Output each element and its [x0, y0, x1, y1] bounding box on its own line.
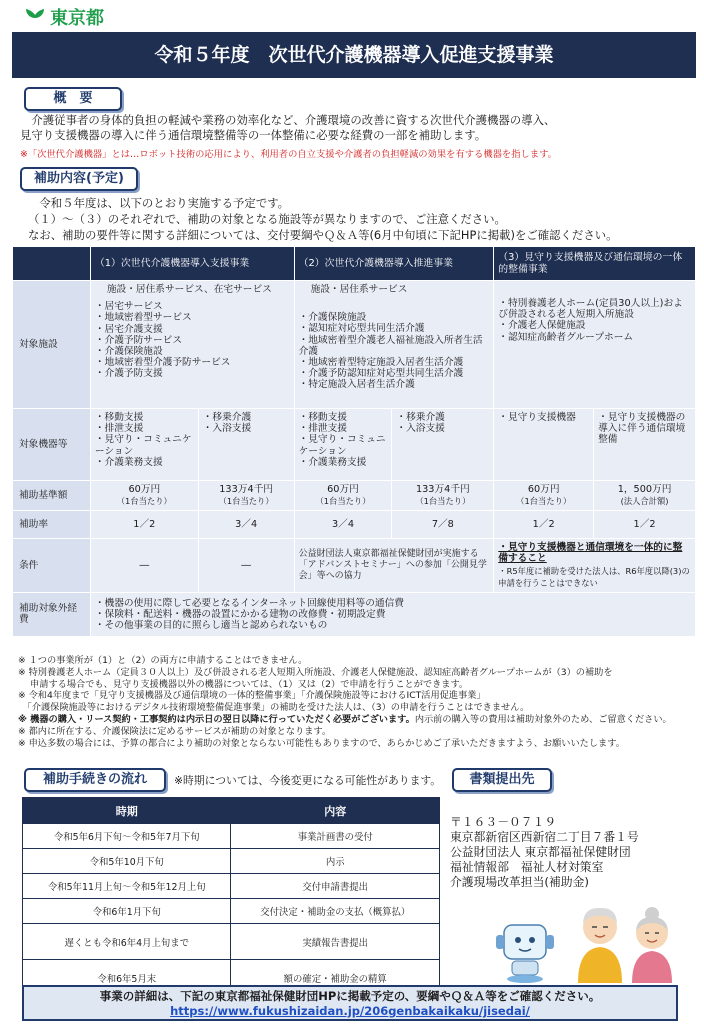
equip-1a: [90, 409, 198, 481]
address-line: 東京都新宿区西新宿二丁目７番１号: [450, 830, 639, 844]
base-unit: （1台当たり）: [218, 495, 274, 506]
flow-time: 遅くとも令和6年4月上旬まで: [23, 924, 231, 960]
equip-item: ・移乗介護: [202, 412, 252, 423]
flow-content: 交付申請書提出: [231, 874, 440, 899]
flow-label: 補助手続きの流れ: [24, 768, 166, 792]
flow-col-content: 内容: [231, 798, 440, 824]
flow-time: 令和5年6月下旬～令和5年7月下旬: [23, 824, 231, 849]
note-line: 申請する場合でも、見守り支援機器以外の機器については、（1）又は（2）で申請を行うことができます。: [18, 678, 469, 690]
table-row: [23, 924, 440, 960]
table-row: [23, 874, 440, 899]
rate-2a: 3／4: [294, 511, 392, 539]
address-line: 〒１６３－０７１９: [450, 815, 557, 829]
facility-2-item: ・地域密着型介護老人福祉施設入所者生活介護: [298, 334, 483, 357]
overview-line-2: 見守り支援機器の導入に伴う通信環境整備等の一体整備に必要な経費の一部を補助します。: [20, 128, 487, 142]
flow-content: 額の確定・補助金の精算: [231, 960, 440, 996]
note-tail: 内示前の購入等の費用は補助対象外のため、ご留意ください。: [414, 713, 672, 725]
base-amount-1a: [90, 481, 198, 511]
header-blank: [13, 247, 91, 281]
logo-text: 東京都: [50, 8, 104, 29]
rate-3b: 1／2: [594, 511, 696, 539]
flow-table: [22, 797, 440, 996]
equip-item: ・介護業務支援: [94, 456, 163, 468]
content-label: 補助内容(予定): [20, 167, 138, 191]
base-amount: 133万4千円: [415, 484, 470, 496]
header-program-3: （3）見守り支援機器及び通信環境の一体的整備事業: [494, 247, 696, 281]
flow-content: 実績報告書提出: [231, 924, 440, 960]
note-line: ※ 都内に所在する、介護保険法に定めるサービスが補助の対象となります。: [18, 725, 332, 737]
base-amount-3b: [594, 481, 696, 511]
equip-1b: [198, 409, 294, 481]
flow-content: 内示: [231, 849, 440, 874]
robot-and-elderly-illustration: [492, 905, 688, 983]
facility-2-top: 施設・居住系サービス: [310, 284, 408, 295]
equip-item: ・見守り・コミュニケーション: [298, 434, 386, 457]
facility-1-item: ・地域密着型サービス: [94, 312, 192, 324]
base-unit: （1台当たり）: [516, 495, 572, 506]
facility-3-item: ・特別養護老人ホーム(定員30人以上)および併設される老人短期入所施設: [498, 298, 683, 321]
content-line-1: 令和５年度は、以下のとおり実施する予定です。: [28, 196, 290, 210]
rate-1a: 1／2: [90, 511, 198, 539]
flow-time: 令和6年1月下旬: [23, 899, 231, 924]
tokyo-logo: [24, 4, 104, 30]
footer-banner: [22, 985, 678, 1021]
equip-item: ・入浴支援: [202, 423, 252, 435]
notes: [18, 655, 698, 749]
flow-time: 令和5年10月下旬: [23, 849, 231, 874]
table-row: [23, 849, 440, 874]
excluded-item: ・その他事業の目的に照らし適当と認められないもの: [94, 619, 328, 631]
equip-3b: ・見守り支援機器の導入に伴う通信環境整備: [594, 409, 696, 481]
base-unit: （1台当たり）: [415, 495, 471, 506]
condition-3-main: ・見守り支援機器と通信環境を一体的に整備すること: [498, 542, 683, 565]
equip-item: ・見守り・コミュニケーション: [94, 434, 192, 457]
facility-2-item: ・介護保険施設: [298, 312, 367, 324]
condition-1a: ―: [90, 539, 198, 593]
base-unit: (法人合計額): [620, 495, 669, 506]
excluded-item: ・保険料・配送料・機器の設置にかかる建物の改修費・初期設定費: [94, 608, 386, 620]
content-line-3: なお、補助の要件等に関する詳細については、交付要綱やＱ＆Ａ等(6月中旬頃に下記HPに掲載)をご確認ください。: [28, 228, 618, 242]
base-unit: （1台当たり）: [116, 495, 172, 506]
header-program-1: （1）次世代介護機器導入支援事業: [90, 247, 294, 281]
row-equipment-label: 対象機器等: [13, 409, 91, 481]
content-line-2: （１）～（３）のそれぞれで、補助の対象となる施設等が異なりますので、ご注意ください。: [28, 212, 506, 226]
equip-item: ・排泄支援: [298, 423, 347, 435]
facility-1-item: ・居宅介護支援: [94, 323, 163, 335]
base-amount: 133万4千円: [219, 484, 273, 496]
note-line: 「介護保険施設等におけるデジタル技術環境整備促進事業」の補助を受けた法人は、（3）の申請を行うことはできません。: [18, 702, 530, 714]
equip-item: ・排泄支援: [94, 423, 144, 435]
base-amount: 60万円: [128, 484, 161, 496]
facility-2-item: ・介護予防認知症対応型共同生活介護: [298, 368, 464, 380]
flow-content: 交付決定・補助金の支払（概算払）: [231, 899, 440, 924]
flow-note: ※時期については、今後変更になる可能性があります。: [174, 774, 442, 787]
base-amount-2a: [294, 481, 392, 511]
elderly-man-icon: [578, 908, 622, 983]
ginkgo-leaf-icon: [24, 6, 46, 28]
condition-1b: ―: [198, 539, 294, 593]
base-amount: 1，500万円: [617, 484, 672, 496]
elderly-woman-icon: [632, 907, 672, 983]
row-excluded-label: 補助対象外経費: [13, 592, 91, 636]
content-text: [28, 195, 618, 243]
equip-item: ・移動支援: [94, 412, 144, 423]
overview-line-1: 介護従事者の身体的負担の軽減や業務の効率化など、介護環境の改善に資する次世代介護機器の導入、: [20, 113, 556, 127]
facility-1-item: ・居宅サービス: [94, 301, 163, 313]
facility-1-item: ・介護保険施設: [94, 346, 163, 358]
overview-text: [20, 113, 555, 143]
address-line: 福祉情報部 福祉人材対策室: [450, 860, 604, 874]
header-program-2: （2）次世代介護機器導入推進事業: [294, 247, 494, 281]
footer-url-link[interactable]: https://www.fukushizaidan.jp/206genbakaikaku/jisedai/: [170, 1004, 530, 1018]
note-bold: ※ 機器の購入・リース契約・工事契約は内示日の翌日以降に行っていただく必要がございます。: [18, 713, 415, 725]
facility-1-item: ・地域密着型介護予防サービス: [94, 357, 231, 369]
facility-1-top: 施設・居住系サービス、在宅サービス: [106, 284, 272, 295]
facility-3-list: [498, 298, 691, 343]
base-amount: 60万円: [527, 484, 560, 496]
note-line: [18, 714, 698, 726]
rate-3a: 1／2: [494, 511, 594, 539]
flow-col-time: 時期: [23, 798, 231, 824]
submit-address: [450, 815, 639, 890]
equip-3a: ・見守り支援機器: [494, 409, 594, 481]
excluded-costs: [90, 592, 695, 636]
overview-note: ※「次世代介護機器」とは…ロボット技術の応用により、利用者の自立支援や介護者の負担軽減の効果を有する機器を指します。: [20, 149, 557, 160]
page-title: 令和５年度 次世代介護機器導入促進支援事業: [12, 32, 696, 78]
note-line: ※ 申込多数の場合には、予算の都合により補助の対象とならない可能性もありますので、あらかじめご了承いただきますよう、お願いいたします。: [18, 737, 625, 749]
facility-2-item: ・特定施設入居者生活介護: [298, 379, 415, 391]
base-amount-2b: [392, 481, 494, 511]
equip-2b: [392, 409, 494, 481]
flow-time: 令和5年11月上旬～令和5年12月上旬: [23, 874, 231, 899]
condition-3: [494, 539, 696, 593]
condition-2: 公益財団法人東京都福祉保健財団が実施する「アドバンストセミナー」への参加「公開見学会」等への協力: [294, 539, 494, 593]
facility-program-1: [90, 281, 294, 409]
facility-program-2: [294, 281, 494, 409]
base-amount: 60万円: [327, 484, 359, 496]
facility-1-item: ・介護予防サービス: [94, 334, 183, 346]
equip-item: ・入浴支援: [396, 423, 445, 435]
row-base-label: 補助基準額: [13, 481, 91, 511]
overview-label: 概 要: [24, 87, 122, 111]
subsidy-table: [12, 246, 696, 637]
table-row: [23, 899, 440, 924]
base-unit: （1台当たり）: [315, 495, 371, 506]
flow-time: 令和6年5月末: [23, 960, 231, 996]
address-line: 公益財団法人 東京都福祉保健財団: [450, 845, 631, 859]
base-amount-1b: [198, 481, 294, 511]
facility-1-item: ・介護予防支援: [94, 368, 163, 380]
facility-1-list: [95, 301, 290, 379]
row-facility-label: 対象施設: [13, 281, 91, 409]
rate-1b: 3／4: [198, 511, 294, 539]
equip-item: ・介護業務支援: [298, 456, 367, 468]
equip-item: ・移動支援: [298, 412, 347, 423]
facility-2-item: ・認知症対応型共同生活介護: [298, 323, 425, 335]
rate-2b: 7／8: [392, 511, 494, 539]
condition-3-sub: ・R5年度に補助を受けた法人は、R6年度以降(3)の申請を行うことはできない: [498, 566, 690, 588]
base-amount-3a: [494, 481, 594, 511]
facility-3-item: ・認知症高齢者グループホーム: [498, 331, 634, 343]
table-row: [23, 824, 440, 849]
row-condition-label: 条件: [13, 539, 91, 593]
note-line: ※ 令和4年度まで「見守り支援機器及び通信環境の一体的整備事業」「介護保険施設等におけるICT活用促進事業」: [18, 690, 486, 702]
equip-2a: [294, 409, 392, 481]
address-line: 介護現場改革担当(補助金): [450, 875, 589, 889]
row-rate-label: 補助率: [13, 511, 91, 539]
robot-icon: [496, 925, 554, 983]
footer-text: 事業の詳細は、下記の東京都福祉保健財団HPに掲載予定の、要綱やＱ＆Ａ等をご確認ください。: [99, 989, 601, 1003]
facility-2-item: ・地域密着型特定施設入居者生活介護: [298, 357, 464, 369]
note-line: ※ 特別養護老人ホーム（定員３０人以上）及び併設される老人短期入所施設、介護老人保健施設、認知症高齢者グループホームが（3）の補助を: [18, 666, 613, 678]
facility-2-list: [299, 312, 490, 390]
note-line: ※ １つの事業所が（1）と（2）の両方に申請することはできません。: [18, 655, 308, 666]
flow-content: 事業計画書の受付: [231, 824, 440, 849]
facility-3-item: ・介護老人保健施設: [498, 320, 586, 332]
submit-label: 書類提出先: [452, 768, 552, 792]
equip-item: ・移乗介護: [396, 412, 445, 423]
facility-program-3: [494, 281, 696, 409]
excluded-item: ・機器の使用に際して必要となるインターネット回線使用料等の通信費: [94, 597, 404, 609]
